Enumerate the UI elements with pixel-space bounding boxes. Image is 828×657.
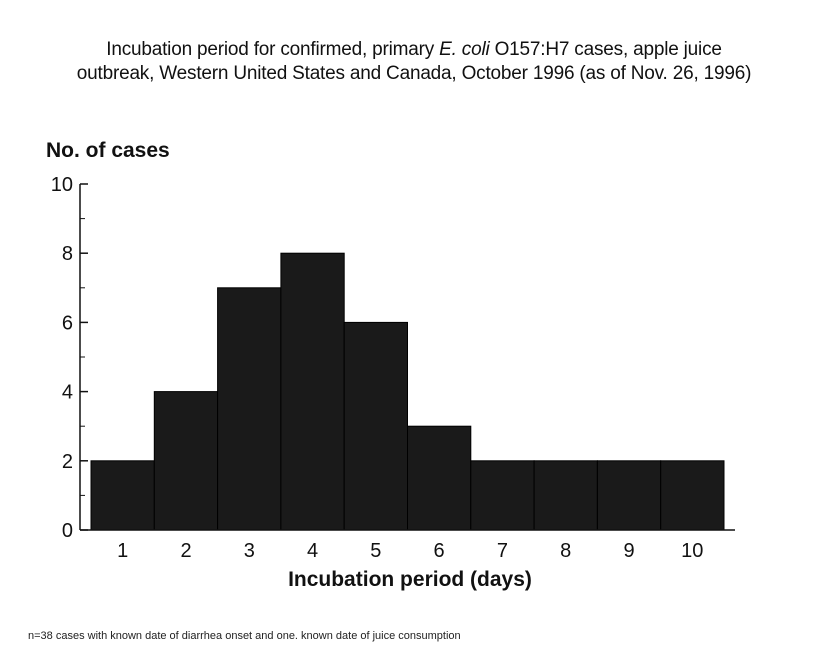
- x-tick-label: 5: [370, 540, 382, 562]
- bar-day-8: [534, 461, 597, 530]
- y-tick-label: 8: [61, 243, 73, 266]
- y-axis-title: No. of cases: [46, 139, 170, 162]
- bar-day-1: [91, 461, 154, 530]
- x-tick-label: 8: [560, 540, 572, 562]
- bar-day-4: [281, 253, 344, 530]
- x-tick-label: 1: [117, 540, 129, 562]
- bar-day-7: [471, 461, 534, 530]
- bar-day-2: [154, 392, 217, 530]
- bars-group: [91, 253, 724, 530]
- footnote: n=38 cases with known date of diarrhea onset and one. known date of juice consumption: [28, 630, 461, 642]
- x-tick-label: 9: [623, 540, 635, 562]
- title-prefix: Incubation period for confirmed, primary: [106, 39, 440, 60]
- y-ticks-group: [51, 174, 88, 542]
- x-tick-label: 4: [306, 540, 319, 562]
- y-tick-label: 4: [61, 381, 73, 404]
- bar-day-9: [597, 461, 660, 530]
- title-suffix: O157:H7 cases, apple juice: [489, 39, 722, 60]
- bar-day-6: [408, 426, 471, 530]
- y-tick-label: 6: [61, 312, 73, 335]
- bar-day-10: [661, 461, 724, 530]
- x-ticks-group: [117, 540, 703, 562]
- chart-title-line-2: outbreak, Western United States and Canada, October 1996 (as of Nov. 26, 1996): [76, 63, 752, 84]
- x-tick-label: 6: [433, 540, 445, 562]
- x-axis-title: Incubation period (days): [288, 568, 532, 591]
- x-tick-label: 7: [496, 540, 508, 562]
- y-tick-label: 2: [61, 450, 73, 473]
- x-tick-label: 3: [243, 540, 255, 562]
- x-tick-label: 2: [180, 540, 192, 562]
- bar-day-5: [344, 322, 407, 530]
- title-italic-organism: E. coli: [439, 39, 490, 60]
- y-tick-label: 0: [61, 520, 73, 542]
- x-tick-label: 10: [681, 540, 704, 562]
- bar-day-3: [218, 288, 281, 530]
- y-tick-label: 10: [50, 174, 73, 196]
